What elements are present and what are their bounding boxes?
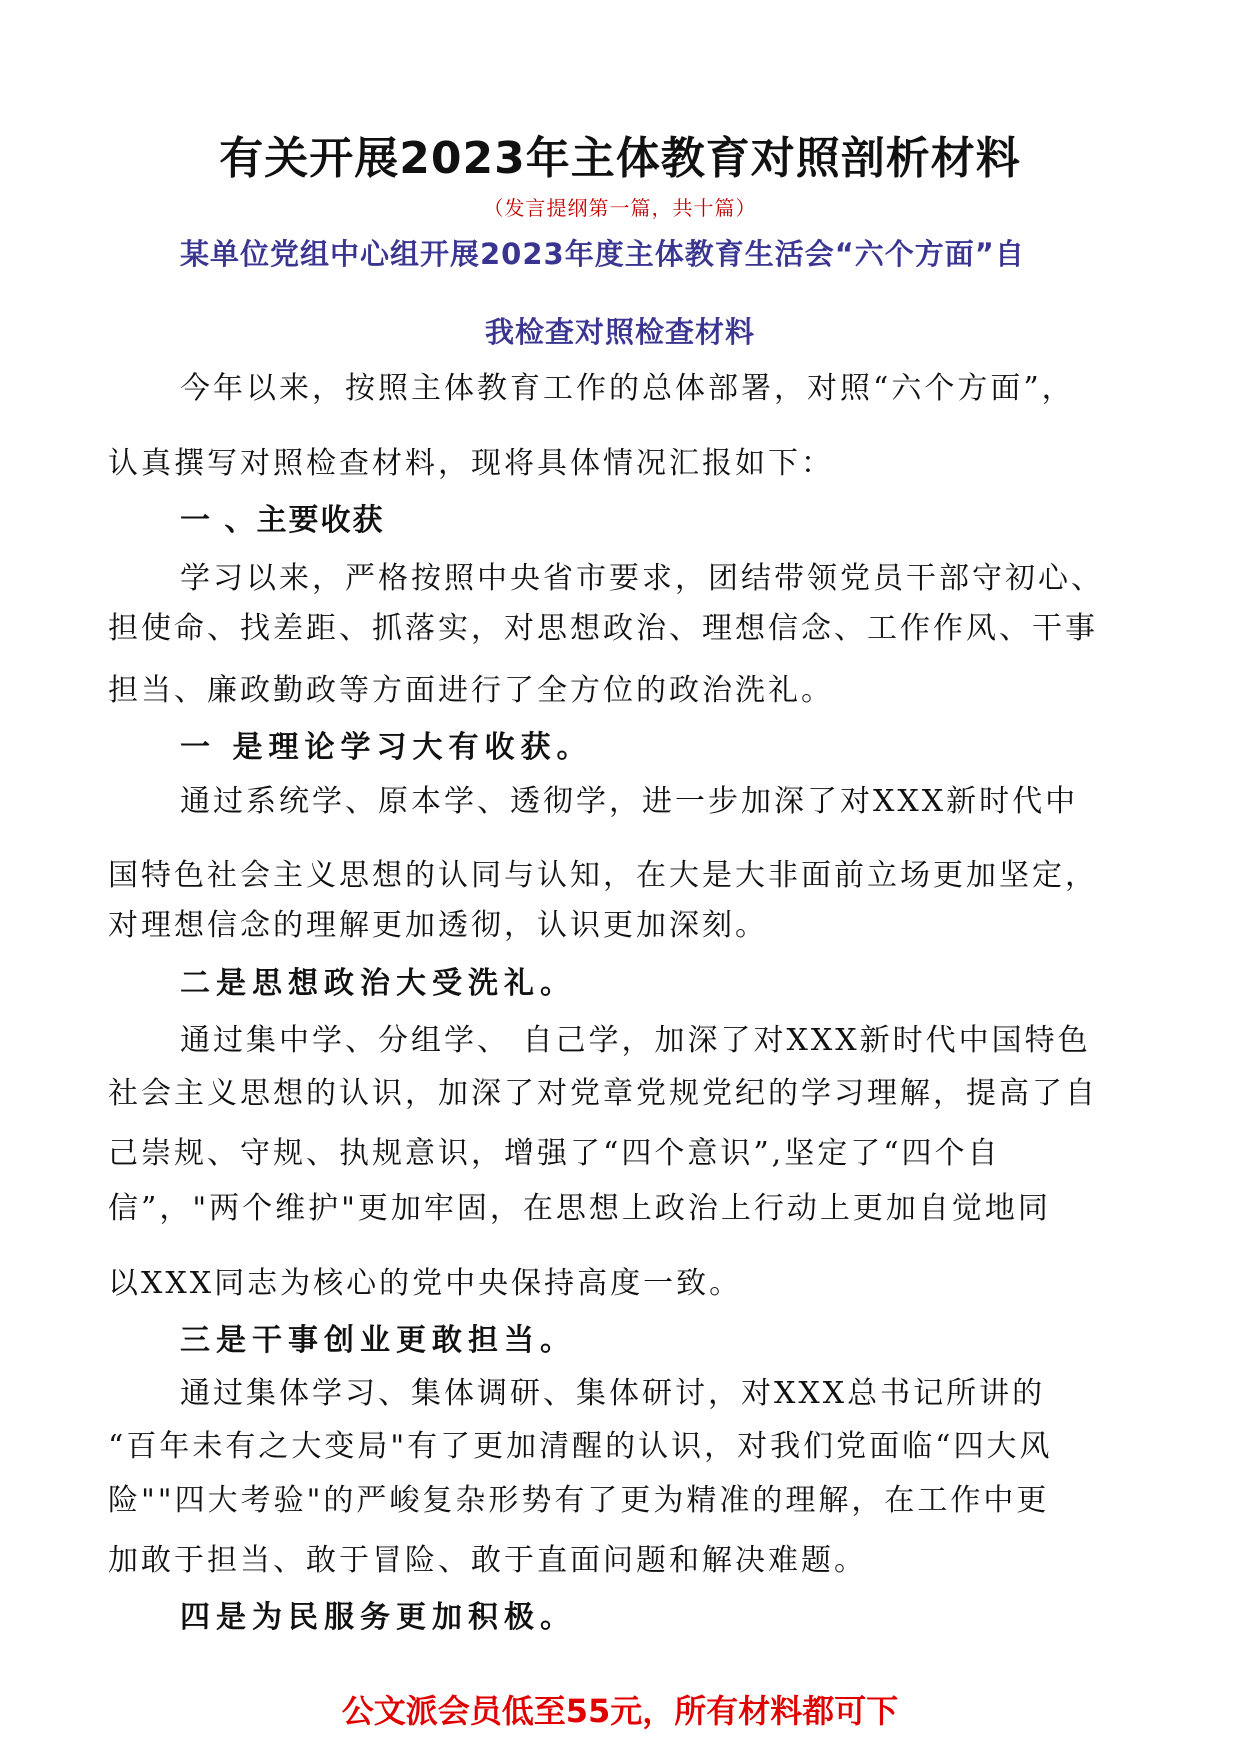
paragraph-line: 认真撰写对照检查材料，现将具体情况汇报如下： [108,446,834,481]
paragraph-line: 通过集体学习、集体调研、集体研讨，对XXX总书记所讲的 [180,1376,1046,1411]
paragraph-line: 担当、廉政勤政等方面进行了全方位的政治洗礼。 [108,673,834,708]
paragraph-line: 以XXX同志为核心的党中央保持高度一致。 [108,1266,743,1301]
section-heading-line-1: 某单位党组中心组开展2023年度主体教育生活会“六个方面”自 [180,237,1025,271]
paragraph-line: “百年未有之大变局"有了更加清醒的认识，对我们党面临“四大风 [108,1429,1053,1464]
point-heading-2: 二是思想政治大受洗礼。 [180,966,576,1001]
paragraph-line: 社会主义思想的认识，加深了对党章党规党纪的学习理解，提高了自 [108,1076,1098,1111]
point-heading-4: 四是为民服务更加积极。 [180,1600,576,1635]
paragraph-line: 通过系统学、原本学、透彻学，进一步加深了对XXX新时代中 [180,784,1079,819]
paragraph-line: 通过集中学、分组学、 自己学，加深了对XXX新时代中国特色 [180,1023,1091,1058]
paragraph-line: 信”，"两个维护"更加牢固，在思想上政治上行动上更加自觉地同 [108,1191,1051,1226]
paragraph-line: 加敢于担当、敢于冒险、敢于直面问题和解决难题。 [108,1543,867,1578]
section-heading-line-2: 我检查对照检查材料 [484,315,755,349]
paragraph-line: 担使命、找差距、抓落实，对思想政治、理想信念、工作作风、干事 [108,611,1098,646]
promo-footer: 公文派会员低至55元，所有材料都可下 [341,1692,899,1730]
paragraph-line: 国特色社会主义思想的认同与认知，在大是大非面前立场更加坚定， [108,858,1098,893]
section-heading-main-gains: 一 、主要收获 [180,503,385,538]
paragraph-line: 险""四大考验"的严峻复杂形势有了更为精准的理解，在工作中更 [108,1483,1050,1518]
paragraph-line: 对理想信念的理解更加透彻，认识更加深刻。 [108,908,768,943]
point-heading-1: 一 是理论学习大有收获。 [180,730,593,765]
point-heading-3: 三是干事创业更敢担当。 [180,1323,576,1358]
document-title: 有关开展2023年主体教育对照剖析材料 [219,133,1021,184]
paragraph-line: 学习以来，严格按照中央省市要求，团结带领党员干部守初心、 [180,561,1104,596]
document-subtitle: （发言提纲第一篇，共十篇） [483,196,757,220]
paragraph-line: 己崇规、守规、执规意识，增强了“四个意识”,坚定了“四个自 [108,1136,1001,1171]
paragraph-line: 今年以来，按照主体教育工作的总体部署，对照“六个方面”， [180,371,1075,406]
